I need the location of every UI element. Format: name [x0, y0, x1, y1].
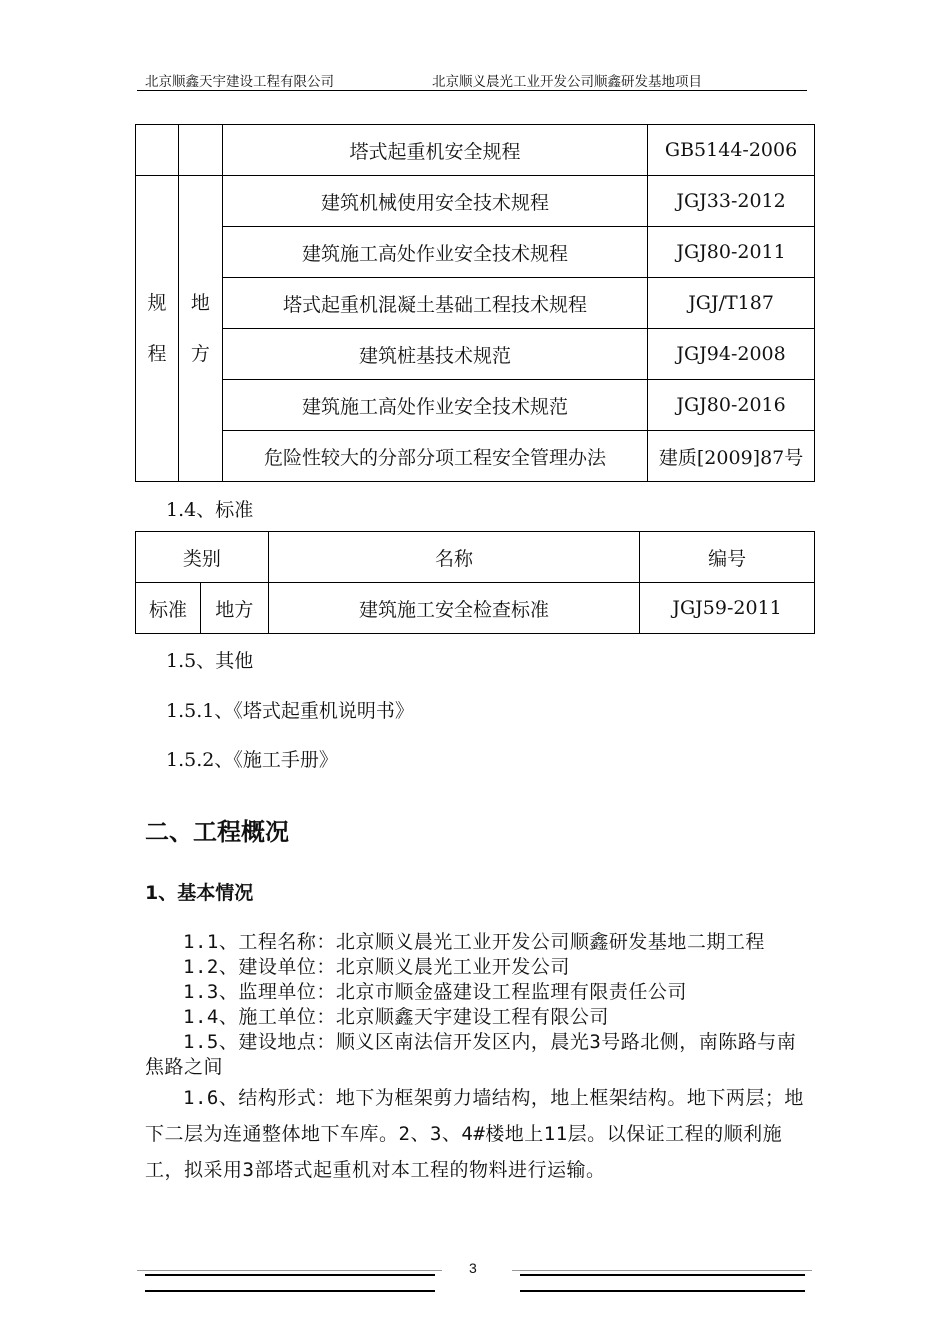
paragraph: 1.4、施工单位：北京顺鑫天宇建设工程有限公司	[183, 1006, 609, 1028]
regulations-table	[135, 124, 815, 482]
regulation-code: JGJ94-2008	[648, 329, 815, 380]
footer-divider	[145, 1290, 435, 1292]
col-header-category: 类别	[136, 532, 269, 583]
group-label-regulation	[136, 176, 179, 482]
paragraph: 1.3、监理单位：北京市顺金盛建设工程监理有限责任公司	[183, 981, 687, 1003]
table-row	[136, 278, 815, 329]
standard-name: 建筑施工安全检查标准	[268, 583, 639, 634]
paragraph: 1.6、结构形式：地下为框架剪力墙结构，地上框架结构。地下两层；地下二层为连通整体地下车库。2、3、4#楼地上11层。以保证工程的顺利施工，拟采用3部塔式起重机对本工程的物料进行运输。	[145, 1087, 804, 1181]
col-header-code: 编号	[640, 532, 815, 583]
standards-table	[135, 531, 815, 634]
subsection-title: 1、基本情况	[145, 882, 254, 904]
regulation-code: JGJ80-2016	[648, 380, 815, 431]
table-row	[136, 431, 815, 482]
table-row	[136, 176, 815, 227]
group-label-text: 规程	[147, 291, 167, 365]
regulation-name: 建筑机械使用安全技术规程	[222, 176, 647, 227]
regulation-name: 塔式起重机混凝土基础工程技术规程	[222, 278, 647, 329]
footer-divider	[512, 1270, 812, 1271]
regulation-code: JGJ33-2012	[648, 176, 815, 227]
table-row	[136, 329, 815, 380]
page-number: 3	[469, 1260, 477, 1276]
other-item-handbook: 1.5.2、《施工手册》	[166, 749, 338, 771]
footer-divider	[137, 1270, 442, 1271]
footer-divider	[520, 1274, 805, 1276]
footer-divider	[520, 1290, 805, 1292]
regulation-name: 危险性较大的分部分项工程安全管理办法	[222, 431, 647, 482]
other-item-manual: 1.5.1、《塔式起重机说明书》	[166, 700, 414, 722]
group-label-local	[178, 176, 222, 482]
project-overview	[145, 930, 810, 1188]
footer-divider	[145, 1274, 435, 1276]
regulation-code: 建质[2009]87号	[648, 431, 815, 482]
page-header	[137, 70, 807, 91]
col-header-name: 名称	[268, 532, 639, 583]
subcategory-cell: 地方	[200, 583, 268, 634]
regulation-name: 塔式起重机安全规程	[222, 125, 647, 176]
category-cell: 标准	[136, 583, 201, 634]
header-project: 北京顺义晨光工业开发公司顺鑫研发基地项目	[432, 74, 702, 90]
paragraph: 1.2、建设单位：北京顺义晨光工业开发公司	[183, 956, 570, 978]
table-row	[136, 380, 815, 431]
regulation-name: 建筑桩基技术规范	[222, 329, 647, 380]
table-header-row	[136, 532, 815, 583]
regulation-name: 建筑施工高处作业安全技术规范	[222, 380, 647, 431]
group-label-text: 地方	[190, 291, 210, 365]
paragraph: 1.5、建设地点：顺义区南法信开发区内，晨光3号路北侧，南陈路与南焦路之间	[145, 1031, 797, 1078]
table-row	[136, 125, 815, 176]
chapter-title: 二、工程概况	[145, 818, 289, 846]
standard-code: JGJ59-2011	[640, 583, 815, 634]
regulation-name: 建筑施工高处作业安全技术规程	[222, 227, 647, 278]
table-row	[136, 227, 815, 278]
paragraph: 1.1、工程名称：北京顺义晨光工业开发公司顺鑫研发基地二期工程	[183, 931, 765, 953]
header-company: 北京顺鑫天宇建设工程有限公司	[145, 74, 334, 90]
table-row	[136, 583, 815, 634]
regulation-code: JGJ80-2011	[648, 227, 815, 278]
regulation-code: GB5144-2006	[648, 125, 815, 176]
section-heading-standards: 1.4、标准	[166, 499, 254, 521]
regulation-code: JGJ/T187	[648, 278, 815, 329]
section-heading-other: 1.5、其他	[166, 650, 254, 672]
